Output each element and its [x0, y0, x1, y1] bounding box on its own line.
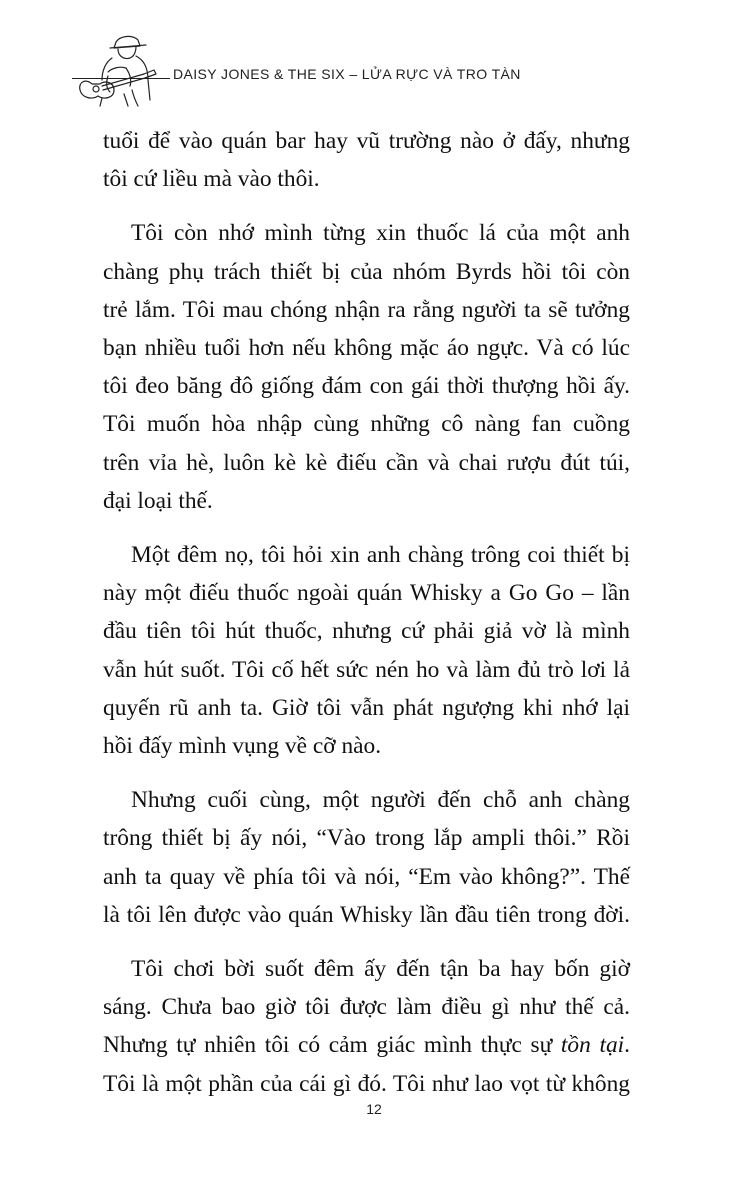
- text-line: trông thiết bị ấy nói, “Vào trong lắp ampli thôi.” Rồi: [103, 825, 630, 852]
- text-line: Tôi là một phần của cái gì đó. Tôi như lao vọt từ không: [103, 1070, 630, 1097]
- text-line: tôi đeo băng đô giống đám con gái thời thượng hồi ấy.: [103, 373, 630, 400]
- text-line: Tôi còn nhớ mình từng xin thuốc lá của một anh: [131, 220, 630, 247]
- paragraph: [103, 214, 630, 520]
- text-line: sáng. Chưa bao giờ tôi được làm điều gì như thế cả.: [103, 994, 630, 1021]
- running-head: DAISY JONES & THE SIX – LỬA RỰC VÀ TRO TÀN: [173, 66, 521, 82]
- text-fragment: .: [624, 1032, 630, 1059]
- text-line: chàng phụ trách thiết bị của nhóm Byrds hồi tôi còn: [103, 258, 630, 285]
- paragraph: [103, 536, 630, 765]
- text-line: Tôi muốn hòa nhập cùng những cô nàng fan cuồng: [103, 411, 630, 438]
- text-line: Một đêm nọ, tôi hỏi xin anh chàng trông coi thiết bị: [131, 542, 630, 569]
- header-rule: [72, 78, 170, 79]
- page-header: [72, 28, 632, 108]
- text-line: quyến rũ anh ta. Giờ tôi vẫn phát ngượng khi nhớ lại: [103, 694, 630, 721]
- text-line: này một điếu thuốc ngoài quán Whisky a Go Go – lần: [103, 580, 630, 607]
- text-line: đại loại thế.: [103, 487, 213, 514]
- text-line: tuổi để vào quán bar hay vũ trường nào ở đấy, nhưng: [103, 128, 630, 154]
- paragraph: [103, 122, 630, 198]
- text-line: là tôi lên được vào quán Whisky lần đầu tiên trong đời.: [103, 901, 630, 928]
- emphasis-text: tồn tại: [560, 1032, 625, 1059]
- paragraph: [103, 950, 630, 1103]
- text-line: bạn nhiều tuổi hơn nếu không mặc áo ngực. Và có lúc: [103, 335, 630, 362]
- paragraph: [103, 781, 630, 934]
- text-fragment: Nhưng tự nhiên tôi có cảm giác mình thực sự: [103, 1032, 561, 1059]
- body-text: [103, 122, 630, 1119]
- text-line: trẻ lắm. Tôi mau chóng nhận ra rằng người ta sẽ tưởng: [103, 296, 630, 323]
- text-line: hồi đấy mình vụng về cỡ nào.: [103, 733, 382, 760]
- text-line: anh ta quay về phía tôi và nói, “Em vào không?”. Thế: [103, 863, 630, 890]
- text-line: đầu tiên tôi hút thuốc, nhưng cứ phải giả vờ là mình: [103, 618, 630, 645]
- text-line: trên vỉa hè, luôn kè kè điếu cần và chai rượu đút túi,: [103, 449, 630, 476]
- text-line: Tôi chơi bời suốt đêm ấy đến tận ba hay bốn giờ: [131, 956, 630, 983]
- guitarist-sketch-icon: [72, 28, 168, 108]
- page-number: 12: [366, 1101, 382, 1117]
- text-line-with-emphasis: [103, 1026, 630, 1064]
- text-line: vẫn hút suốt. Tôi cố hết sức nén ho và làm đủ trò lơi lả: [103, 656, 630, 683]
- text-line: tôi cứ liều mà vào thôi.: [103, 166, 320, 193]
- text-line: Nhưng cuối cùng, một người đến chỗ anh chàng: [131, 787, 630, 814]
